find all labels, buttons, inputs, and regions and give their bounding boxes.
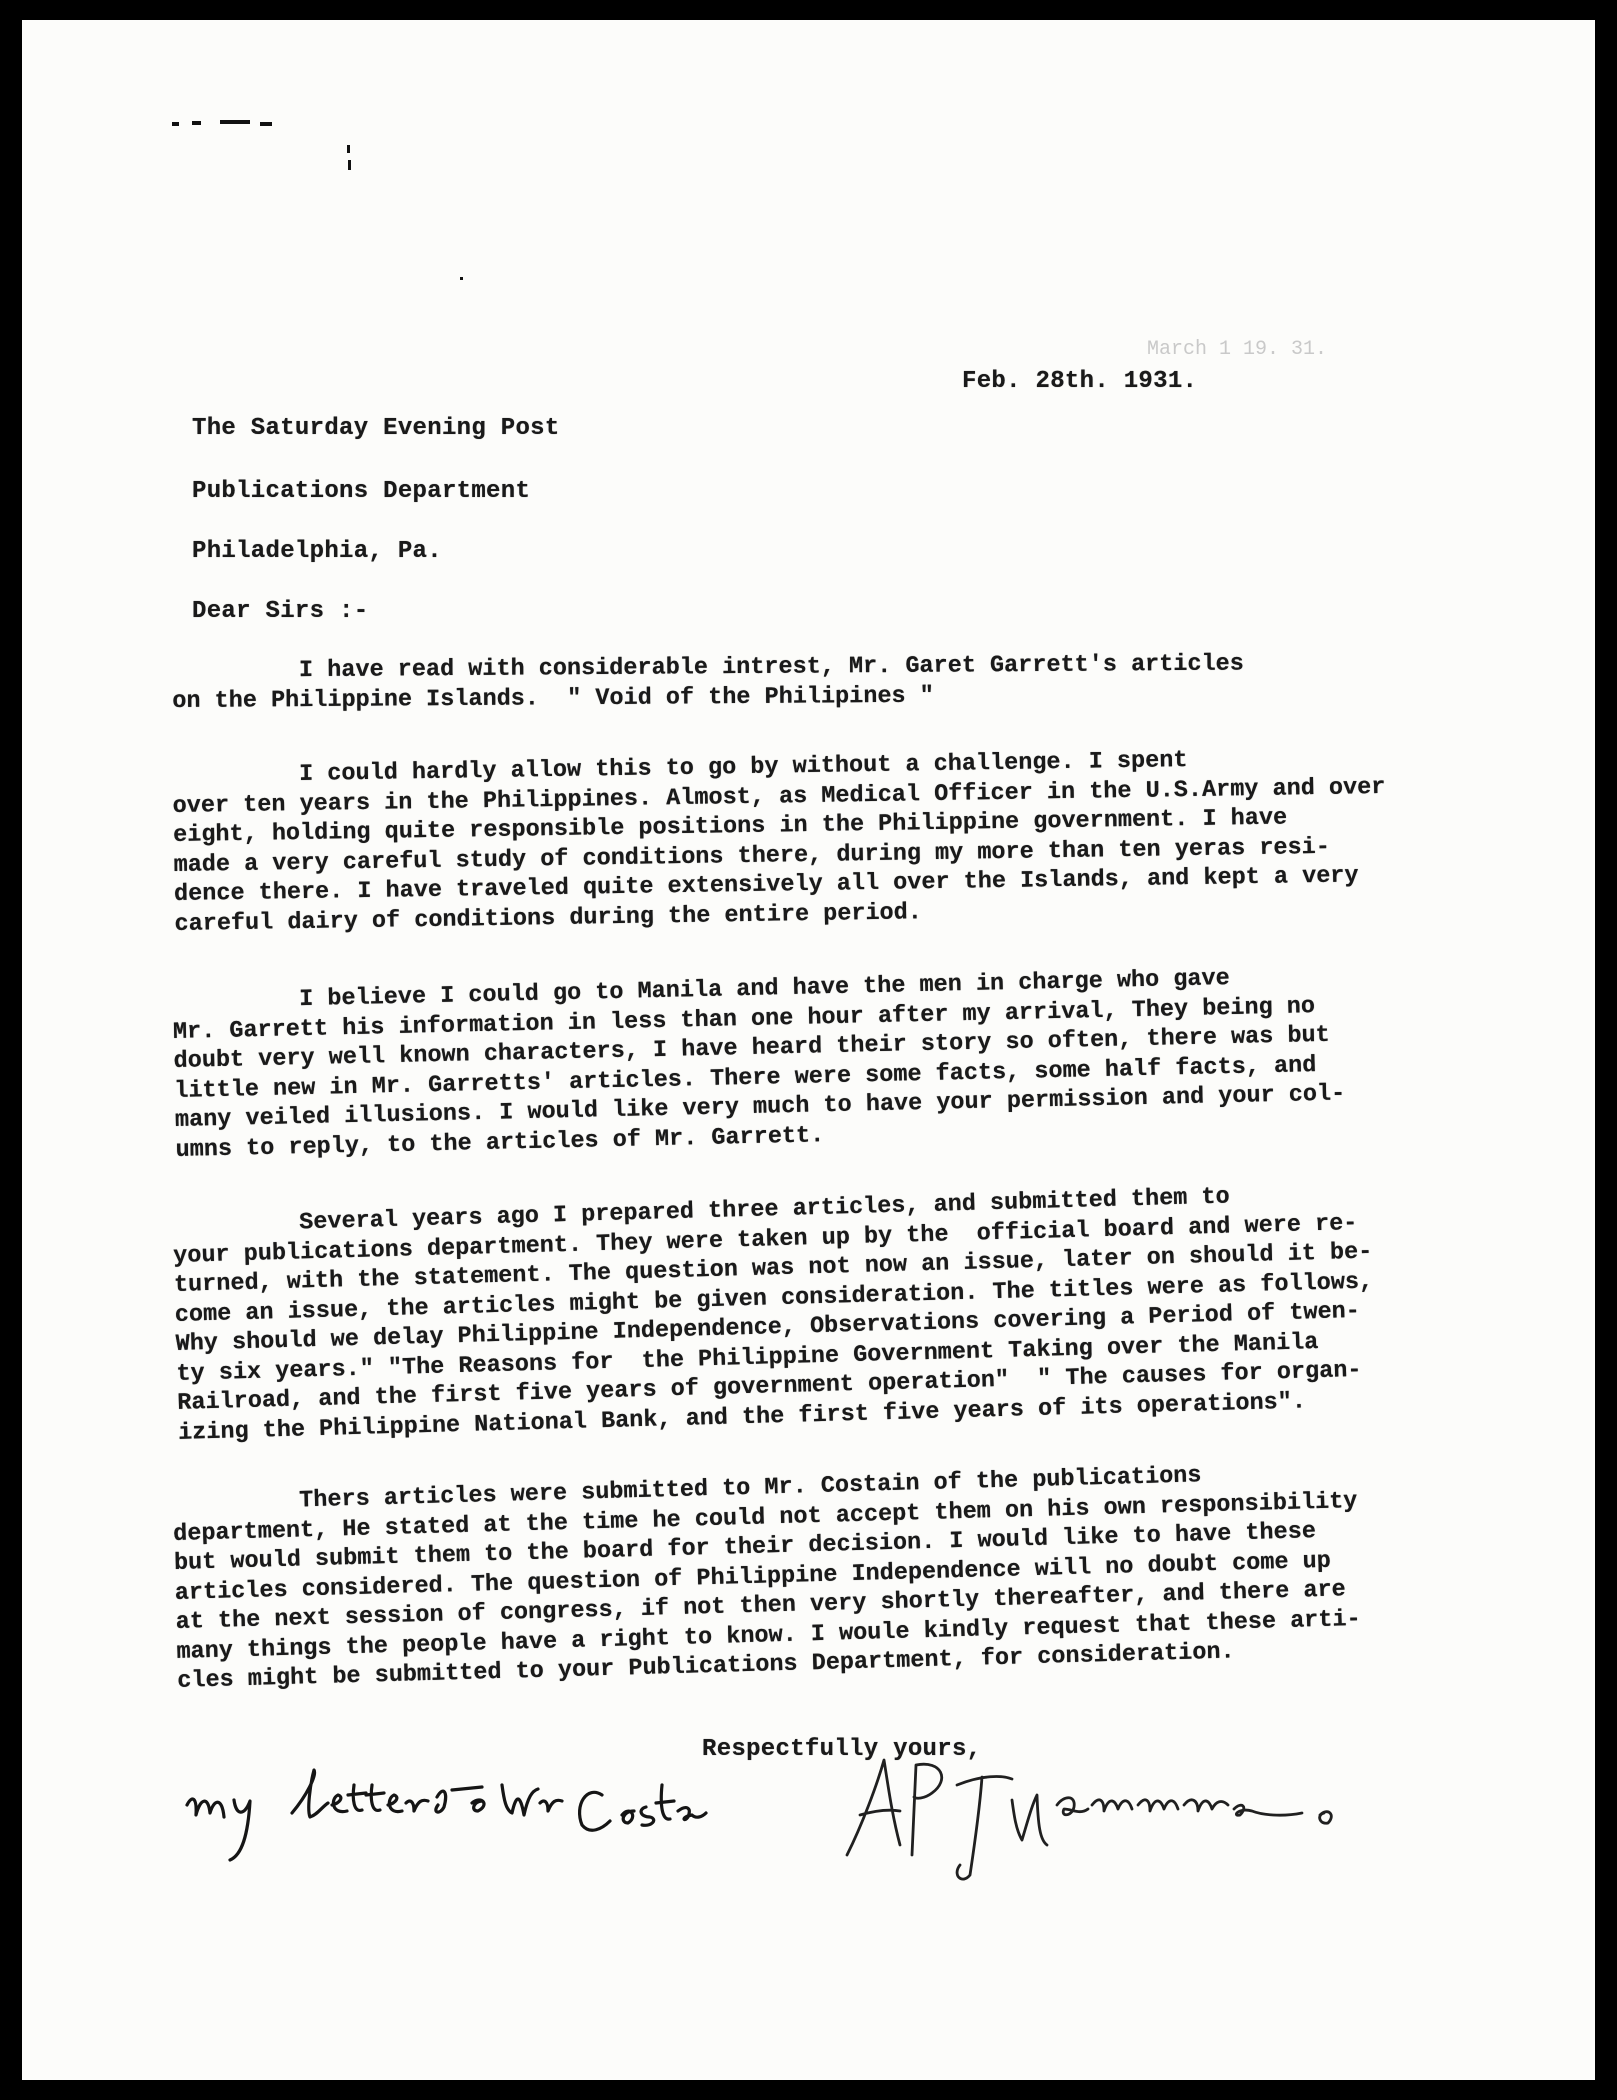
closing: Respectfully yours, [702,1736,982,1763]
body-paragraph-5: Thers articles were submitted to Mr. Costain of the publications department, He stated at the time he could not accept them on his own responsibility but would submit them to the board for their decision. I would like to have these articles considered. The question of Philippine Independence will no doubt come up at the next session of congress, if not then very shortly thereafter, and there are many things the people have a right to know. I woule kindly request that these arti- cles might be submitted to your Publications Department, for consideration. [172,1462,1362,1695]
page-mark [172,122,179,126]
recipient-line-1: The Saturday Evening Post [192,415,560,442]
body-paragraph-2: I could hardly allow this to go by without a challenge. I spent over ten years in the Philippines. Almost, as Medical Officer in the U.S.Army and over eight, holding quite responsible positions in the Philippine government. I have made a very careful study of conditions there, during my more than ten yeras resi- dence there. I have traveled quite extensively all over the Islands, and kept a very careful dairy of conditions during the entire period. [172,747,1386,938]
handwritten-note [182,1755,822,1885]
handwritten-note-drawing [182,1755,822,1885]
page-mark [192,121,201,125]
letter-date: Feb. 28th. 1931. [962,368,1198,395]
page-mark [460,277,463,280]
signature [842,1745,1362,1895]
page-mark [347,145,350,153]
salutation: Dear Sirs :- [192,598,369,625]
page-mark [260,122,272,126]
page-mark [220,120,250,124]
body-paragraph-3: I believe I could go to Manila and have the men in charge who gave Mr. Garrett his information in less than one hour after my arrival, They being no doubt very well known characters, I have heard their story so often, there was but little new in Mr. Garretts' articles. There were some facts, some half facts, and many veiled illusions. I would like very much to have your permission and your col- umns to reply, to the articles of Mr. Garrett. [172,965,1346,1164]
body-paragraph-1: I have read with considerable intrest, Mr. Garet Garrett's articles on the Philippine Islands. " Void of the Philipines " [172,650,1244,715]
page-mark [348,160,351,170]
letter-page [22,20,1595,2080]
recipient-line-2: Publications Department [192,478,531,505]
recipient-line-3: Philadelphia, Pa. [192,538,442,565]
body-paragraph-4: Several years ago I prepared three articles, and submitted them to your publications department. They were taken up by the official board and were re- turned, with the statement. The question was not now an issue, later on should it be- come an issue, the articles might be given consideration. The titles were as follows, Why should we delay Philippine Independence, Observations covering a Period of twen- ty six years." "The Reasons for the Philippine Government Taking over the Manila Railroad, and the first five years of government operation" " The causes for organ- izing the Philippine National Bank, and the first five years of its operations". [172,1183,1374,1447]
ghost-date: March 1 19. 31. [1147,338,1328,361]
signature-drawing [842,1745,1362,1895]
